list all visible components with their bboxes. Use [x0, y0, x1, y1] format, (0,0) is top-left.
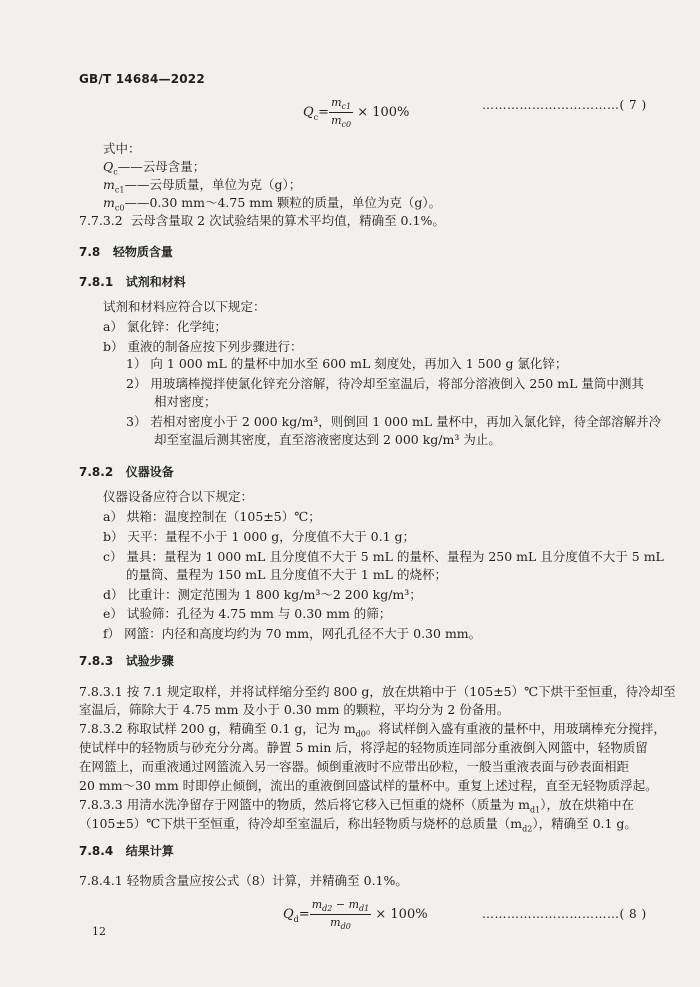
formula-8-leader: ……………………………( 8 )	[482, 907, 647, 921]
formula-7-leader: ……………………………( 7 )	[482, 98, 647, 112]
list-item: e） 试验筛：孔径为 4.75 mm 与 0.30 mm 的筛；	[103, 606, 392, 621]
paragraph-line: 7.8.3.1 按 7.1 规定取样，并将试样缩分至约 800 g，放在烘箱中于（105±5）℃下烘干至恒重，待冷却至	[79, 684, 676, 699]
paragraph-line: 在网篮上，而重液通过网篮流入另一容器。倾倒重液时不应带出砂粒，一般当重液表面与砂表面相距	[79, 759, 630, 774]
list-item: 3） 若相对密度小于 2 000 kg/m³，则倒回 1 000 mL 量杯中，再加入氯化锌，待全部溶解并冷	[126, 414, 662, 429]
list-item-cont: 却至室温后测其密度，直至溶液密度达到 2 000 kg/m³ 为止。	[154, 432, 501, 447]
fraction: $\frac{m_{d2} - m_{d1}}{m_{d0}}$	[311, 898, 370, 932]
list-item: d） 比重计：测定范围为 1 800 kg/m³～2 200 kg/m³；	[103, 587, 422, 602]
where-intro: 式中：	[103, 141, 141, 156]
clause-7-7-3-2: 7.7.3.2 云母含量取 2 次试验结果的算术平均值，精确至 0.1%。	[79, 213, 445, 228]
list-item: a） 氯化锌：化学纯；	[103, 319, 227, 334]
fraction: $\frac{m_{c1}}{m_{c0}}$	[331, 96, 352, 130]
list-item: b） 重液的制备应按下列步骤进行：	[103, 339, 303, 354]
list-item: 1） 向 1 000 mL 的量杯中加水至 600 mL 刻度处，再加入 1 500 g 氯化锌；	[126, 356, 568, 371]
list-item: b） 天平：量程不小于 1 000 g，分度值不大于 0.1 g；	[103, 529, 416, 544]
subsection-heading: 7.8.2 仪器设备	[79, 465, 174, 479]
page-number: 12	[92, 925, 106, 938]
paragraph: 试剂和材料应符合以下规定：	[103, 299, 266, 314]
paragraph-line: 室温后，筛除大于 4.75 mm 及小于 0.30 mm 的颗粒，平均分为 2 份备用。	[79, 702, 510, 717]
subsection-heading: 7.8.4 结果计算	[79, 844, 174, 858]
list-item: c） 量具：量程为 1 000 mL 且分度值不大于 5 mL 的量杯、量程为 250 mL 且分度值不大于 5 mL	[103, 549, 664, 564]
paragraph-line: 7.8.3.3 用清水洗净留存于网篮中的物质，然后将它移入已恒重的烧杯（质量为 $m_{d1}$），放在烘箱中在	[79, 797, 635, 815]
paragraph: 仪器设备应符合以下规定：	[103, 489, 254, 504]
paragraph: 7.8.4.1 轻物质含量应按公式（8）计算，并精确至 0.1%。	[79, 873, 408, 888]
paragraph-line: 7.8.3.2 称取试样 200 g，精确至 0.1 g，记为 $m_{d0}$。将试样倒入盛有重液的量杯中，用玻璃棒充分搅拌，	[79, 721, 666, 739]
paragraph-line: 20 mm～30 mm 时即停止倾倒，流出的重液倒回盛试样的量杯中。重复上述过程，直至无轻物质浮起。	[79, 778, 658, 793]
paragraph-line: 使试样中的轻物质与砂充分分离。静置 5 min 后，将浮起的轻物质连同部分重液倒入网篮中，轻物质留	[79, 740, 648, 755]
list-item-cont: 相对密度；	[154, 394, 217, 409]
where-item: $m_{c1}——$云母质量，单位为克（g）；	[103, 177, 302, 195]
subsection-heading: 7.8.1 试剂和材料	[79, 275, 186, 289]
formula-8: $Q_d=$ $\frac{m_{d2} - m_{d1}}{m_{d0}}$ × 100%	[283, 898, 428, 932]
list-item: a） 烘箱：温度控制在（105±5）℃；	[103, 509, 321, 524]
where-item: $m_{c0}——0.30$ mm～4.75 mm 颗粒的质量，单位为克（g）。	[103, 195, 442, 213]
section-heading: 7.8 轻物质含量	[79, 245, 173, 259]
subsection-heading: 7.8.3 试验步骤	[79, 654, 174, 668]
list-item: f） 网篮：内径和高度均约为 70 mm，网孔孔径不大于 0.30 mm。	[103, 626, 482, 641]
where-item: $Q_c——$云母含量；	[103, 159, 206, 177]
formula-7: $Q_c=$ $\frac{m_{c1}}{m_{c0}}$ × 100%	[303, 96, 410, 130]
paragraph-line: （105±5）℃下烘干至恒重，待冷却至室温后，称出轻物质与烧杯的总质量$(m_{d2})$，精确至 0.1 g。	[79, 816, 637, 834]
standard-code: GB/T 14684—2022	[79, 72, 205, 86]
list-item-cont: 的量筒、量程为 150 mL 且分度值不大于 1 mL 的烧杯；	[126, 567, 447, 582]
list-item: 2） 用玻璃棒搅拌使氯化锌充分溶解，待冷却至室温后，将部分溶液倒入 250 mL 量筒中测其	[126, 376, 644, 391]
